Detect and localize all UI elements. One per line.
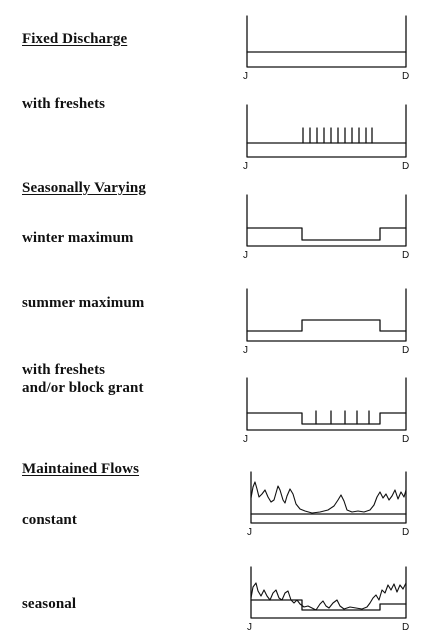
panel-frame: [247, 289, 406, 341]
axis-start-label: J: [247, 622, 252, 633]
label-with-freshets: with freshets: [22, 96, 106, 112]
label-summer-maximum: summer maximum: [22, 295, 145, 311]
panel-maintained-seasonal: [251, 567, 406, 618]
panel-frame: [247, 195, 406, 246]
axis-start-label: J: [247, 527, 252, 538]
label-winter-maximum: winter maximum: [22, 230, 134, 246]
label-freshets-block-line2: and/or block grant: [22, 380, 144, 396]
panel-freshets-block-grant: [247, 378, 406, 430]
panel-maintained-constant: [251, 472, 406, 523]
maintained-flow-line: [251, 600, 406, 610]
panel-frame: [247, 378, 406, 430]
panel-winter-maximum: [247, 195, 406, 246]
heading-seasonally-varying: Seasonally Varying: [22, 180, 146, 196]
axis-start-label: J: [243, 71, 248, 82]
axis-end-label: D: [402, 345, 410, 356]
axis-start-label: J: [243, 161, 248, 172]
panel-fixed-discharge: [247, 16, 406, 67]
heading-fixed-discharge: Fixed Discharge: [22, 31, 128, 47]
axis-end-label: D: [402, 434, 410, 445]
axis-labels: [243, 71, 409, 633]
freshet-spikes: [316, 411, 369, 424]
label-seasonal: seasonal: [22, 596, 77, 612]
panel-frame: [247, 16, 406, 67]
freshet-spikes: [303, 128, 372, 143]
axis-end-label: D: [402, 71, 410, 82]
axis-start-label: J: [243, 434, 248, 445]
axis-end-label: D: [402, 250, 410, 261]
axis-end-label: D: [402, 527, 410, 538]
heading-maintained-flows: Maintained Flows: [22, 461, 140, 477]
flow-line-summer-max: [247, 320, 406, 331]
axis-start-label: J: [243, 250, 248, 261]
label-freshets-block-line1: with freshets: [22, 362, 106, 378]
natural-flow-trace: [251, 583, 406, 610]
panel-frame: [247, 105, 406, 157]
flow-line-block-grant: [247, 413, 406, 424]
panel-fixed-with-freshets: [247, 105, 406, 157]
natural-flow-trace: [251, 482, 406, 513]
flow-line-winter-max: [247, 228, 406, 240]
label-constant: constant: [22, 512, 77, 528]
axis-end-label: D: [402, 161, 410, 172]
panel-summer-maximum: [247, 289, 406, 341]
axis-start-label: J: [243, 345, 248, 356]
axis-end-label: D: [402, 622, 410, 633]
